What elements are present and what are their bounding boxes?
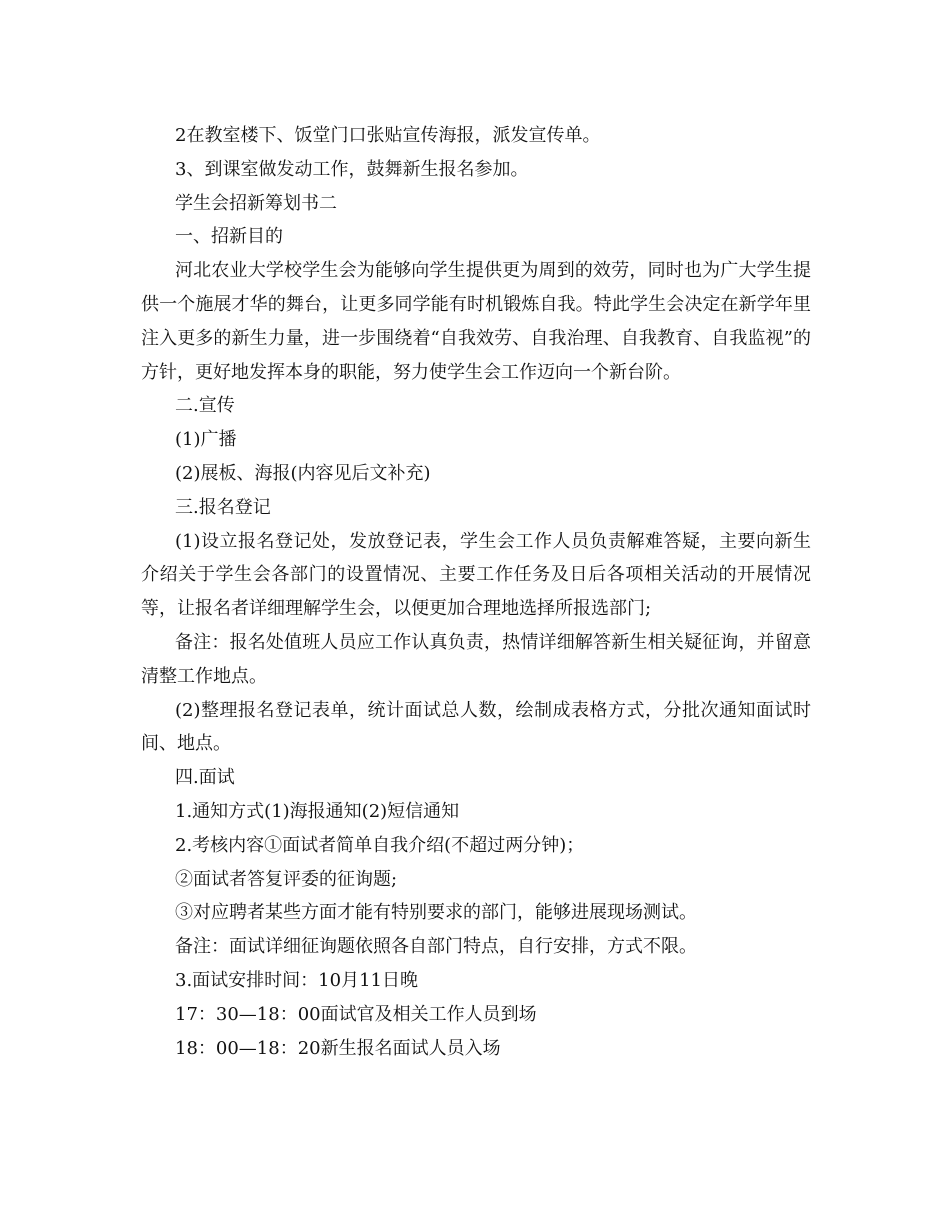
heading-registration: 三.报名登记: [175, 496, 271, 518]
paragraph-purpose-body: 河北农业大学校学生会为能够向学生提供更为周到的效劳，同时也为广大学生提供一个施展才华的舞台，让更多同学能有时机锻炼自我。特此学生会决定在新学年里注入更多的新生力量，进一步围绕着“自我效劳、自我治理、自我教育、自我监视”的方针，更好地发挥本身的职能，努力使学生会工作迈向一个新台阶。: [141, 260, 811, 383]
list-item-broadcast: (1)广播: [175, 429, 237, 451]
list-item-schedule-date: 3.面试安排时间：10月11日晚: [175, 969, 418, 991]
heading-interview: 四.面试: [175, 767, 235, 789]
list-item-notice-method: 1.通知方式(1)海报通知(2)短信通知: [175, 800, 460, 822]
paragraph-registration-note: 备注：报名处值班人员应工作认真负责，热情详细解答新生相关疑征询，并留意清整工作地点。: [141, 631, 811, 687]
paragraph-interview-note: 备注：面试详细征询题依照各自部门特点，自行安排，方式不限。: [175, 936, 697, 958]
list-item-answer-questions: ②面试者答复评委的征询题;: [175, 868, 398, 890]
heading-publicity: 二.宣传: [175, 395, 235, 417]
list-item-assessment: 2.考核内容①面试者简单自我介绍(不超过两分钟)；: [175, 834, 585, 856]
list-item-posters: (2)展板、海报(内容见后文补充): [175, 462, 431, 484]
paragraph-registration-forms: (2)整理报名登记表单，统计面试总人数，绘制成表格方式，分批次通知面试时间、地点。: [141, 699, 811, 755]
document-page: [141, 119, 811, 1065]
paragraph-poster-step: 2在教室楼下、饭堂门口张贴宣传海报，派发宣传单。: [175, 125, 601, 146]
schedule-row-staff-arrival: 17：30—18：00面试官及相关工作人员到场: [175, 1003, 537, 1025]
section-title-plan-two: 学生会招新筹划书二: [175, 192, 337, 214]
paragraph-registration-desk: (1)设立报名登记处，发放登记表，学生会工作人员负责解难答疑，主要向新生介绍关于学生会各部门的设置情况、主要工作任务及日后各项相关活动的开展情况等，让报名者详细理解学生会，以便更加合理地选择所报选部门;: [141, 530, 811, 620]
heading-recruit-purpose: 一、招新目的: [175, 226, 283, 248]
paragraph-classroom-step: 3、到课室做发动工作，鼓舞新生报名参加。: [175, 158, 529, 180]
list-item-onsite-test: ③对应聘者某些方面才能有特别要求的部门，能够进展现场测试。: [175, 902, 697, 924]
schedule-row-candidates-entry: 18：00—18：20新生报名面试人员入场: [175, 1037, 501, 1059]
